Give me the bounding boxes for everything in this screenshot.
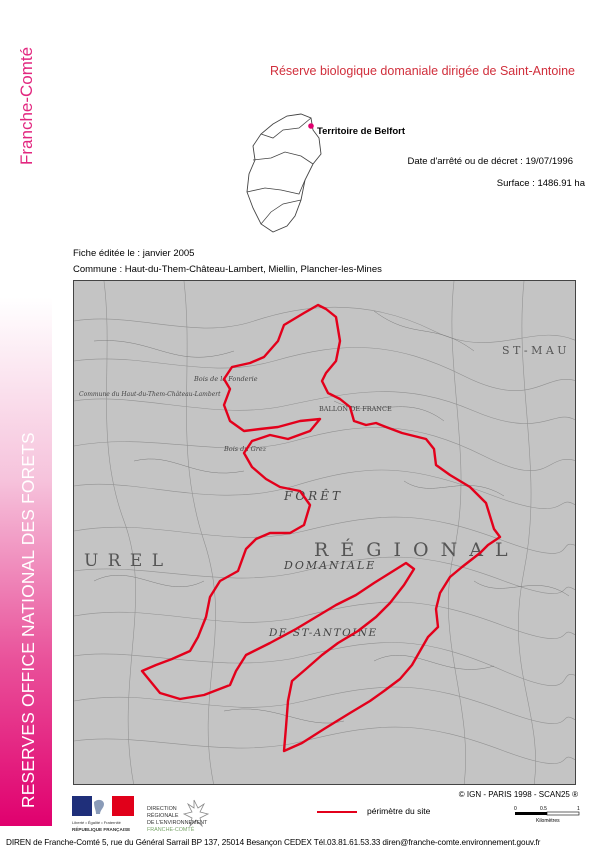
svg-text:RÉPUBLIQUE FRANÇAISE: RÉPUBLIQUE FRANÇAISE: [72, 827, 131, 832]
edition-date: Fiche éditée le : janvier 2005: [73, 248, 195, 259]
organisation-label: RESERVES OFFICE NATIONAL DES FORETS: [18, 432, 38, 808]
diren-text: DIRECTION RÉGIONALE DE L'ENVIRONNEMENT FRANCHE-COMTÉ: [147, 806, 208, 833]
page-title: Réserve biologique domaniale dirigée de Saint-Antoine: [269, 64, 575, 78]
svg-text:1: 1: [577, 806, 580, 812]
map-credit: © IGN - PARIS 1998 - SCAN25 ®: [458, 790, 578, 799]
map-label-ballon: BALLON DE FRANCE: [319, 405, 392, 413]
map-label-commune-haut: Commune du Haut-du-Them-Château-Lambert: [79, 391, 221, 398]
map-label-bois-grez: Bois du Grez: [224, 445, 267, 453]
map-label-st-mau: S T - M A U: [502, 344, 567, 357]
map-label-rel: U R E L: [84, 551, 166, 571]
map-label-foret: FORÊT: [284, 489, 343, 503]
scale-bar: [514, 804, 584, 828]
svg-text:0: 0: [514, 806, 517, 812]
map-label-regional: R É G I O N A L: [314, 539, 511, 561]
surface-value: Surface : 1486.91 ha: [496, 178, 585, 189]
decree-date: Date d'arrêté ou de décret : 19/07/1996: [407, 156, 573, 167]
map-canvas: [74, 281, 576, 785]
locator-label: Territoire de Belfort: [317, 126, 405, 137]
footer-address: DIREN de Franche-Comté 5, rue du Général Sarrail BP 137, 25014 Besançon CEDEX Tél.03.81.61.53.33 diren@franche-comte.environnement.gouv.fr: [6, 838, 541, 847]
svg-text:Kilomètres: Kilomètres: [536, 818, 560, 824]
legend-perimeter-swatch: [317, 811, 357, 813]
map-label-bois-fonderie: Bois de la Fonderie: [194, 375, 258, 383]
region-label: Franche-Comté: [17, 46, 36, 165]
svg-text:Liberté • Égalité • Fraternité: Liberté • Égalité • Fraternité: [72, 820, 121, 825]
topographic-map[interactable]: [73, 280, 576, 785]
svg-text:0.5: 0.5: [540, 806, 547, 812]
legend-perimeter-label: périmètre du site: [367, 806, 431, 816]
commune-list: Commune : Haut-du-Them-Château-Lambert, Miellin, Plancher-les-Mines: [73, 264, 382, 275]
map-label-st-antoine: DE ST-ANTOINE: [269, 627, 378, 639]
map-label-domaniale: DOMANIALE: [284, 559, 377, 572]
republique-francaise-logo: [70, 794, 138, 834]
